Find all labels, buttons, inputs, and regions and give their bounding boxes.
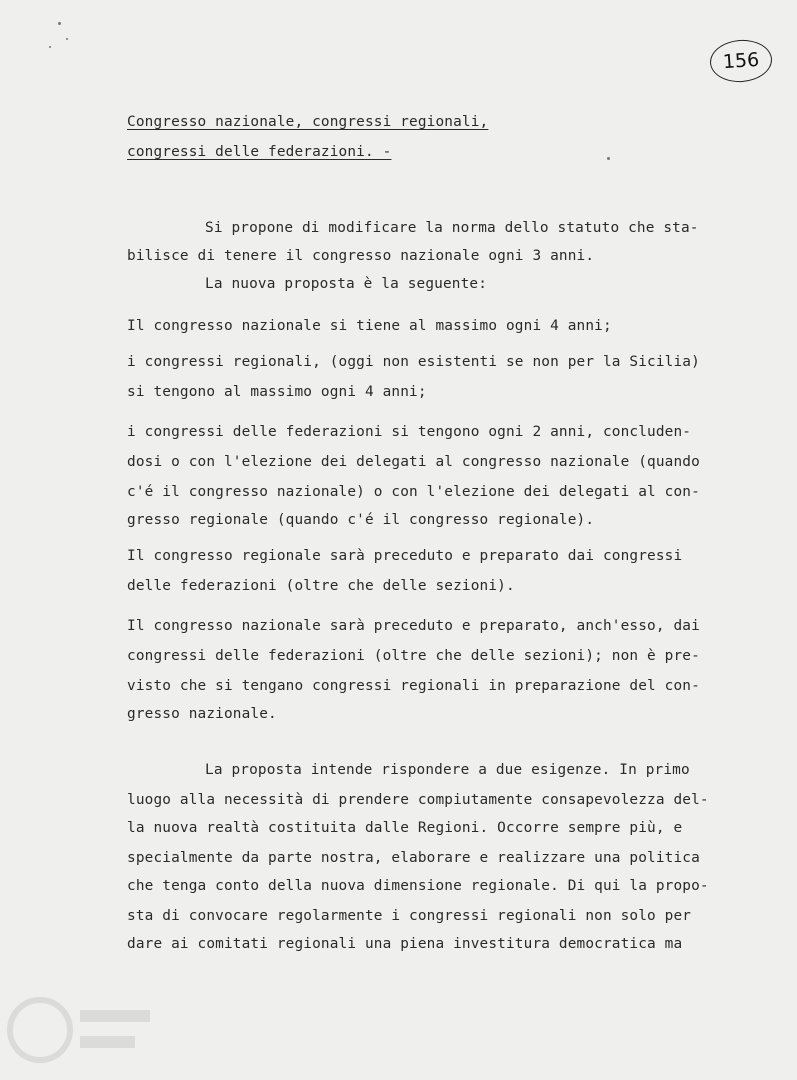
document-heading-line-2: congressi delle federazioni. - (127, 144, 392, 160)
body-line: congressi delle federazioni (oltre che delle sezioni); non è pre- (127, 648, 700, 664)
body-line: Il congresso nazionale sarà preceduto e preparato, anch'esso, dai (127, 618, 700, 634)
body-line: sta di convocare regolarmente i congressi regionali non solo per (127, 908, 692, 924)
body-line: c'é il congresso nazionale) o con l'elezione dei delegati al con- (127, 484, 700, 500)
body-line: Il congresso regionale sarà preceduto e preparato dai congressi (127, 548, 683, 564)
body-line: dare ai comitati regionali una piena investitura democratica ma (127, 936, 683, 952)
body-line: bilisce di tenere il congresso nazionale ogni 3 anni. (127, 248, 595, 264)
body-line: che tenga conto della nuova dimensione regionale. Di qui la propo- (127, 878, 709, 894)
body-line: la nuova realtà costituita dalle Regioni. Occorre sempre più, e (127, 820, 683, 836)
body-line: luogo alla necessità di prendere compiutamente consapevolezza del- (127, 792, 709, 808)
body-line: i congressi delle federazioni si tengono ogni 2 anni, concluden- (127, 424, 692, 440)
body-line: La nuova proposta è la seguente: (205, 276, 488, 292)
body-line: specialmente da parte nostra, elaborare e realizzare una politica (127, 850, 700, 866)
document-heading-line-1: Congresso nazionale, congressi regionali, (127, 114, 489, 130)
paper-speck (66, 38, 68, 40)
body-line: gresso nazionale. (127, 706, 277, 722)
body-line: dosi o con l'elezione dei delegati al congresso nazionale (quando (127, 454, 700, 470)
body-line: Si propone di modificare la norma dello statuto che sta- (205, 220, 699, 236)
page-number-stamp: 156 (709, 38, 774, 84)
body-line: si tengono al massimo ogni 4 anni; (127, 384, 427, 400)
body-line: delle federazioni (oltre che delle sezioni). (127, 578, 515, 594)
body-line: La proposta intende rispondere a due esigenze. In primo (205, 762, 690, 778)
archive-watermark (0, 990, 160, 1070)
body-line: gresso regionale (quando c'é il congresso regionale). (127, 512, 595, 528)
paper-speck (607, 157, 610, 160)
paper-speck (58, 22, 61, 25)
body-line: Il congresso nazionale si tiene al massimo ogni 4 anni; (127, 318, 612, 334)
paper-speck (49, 46, 51, 48)
body-line: i congressi regionali, (oggi non esistenti se non per la Sicilia) (127, 354, 700, 370)
body-line: visto che si tengano congressi regionali in preparazione del con- (127, 678, 700, 694)
